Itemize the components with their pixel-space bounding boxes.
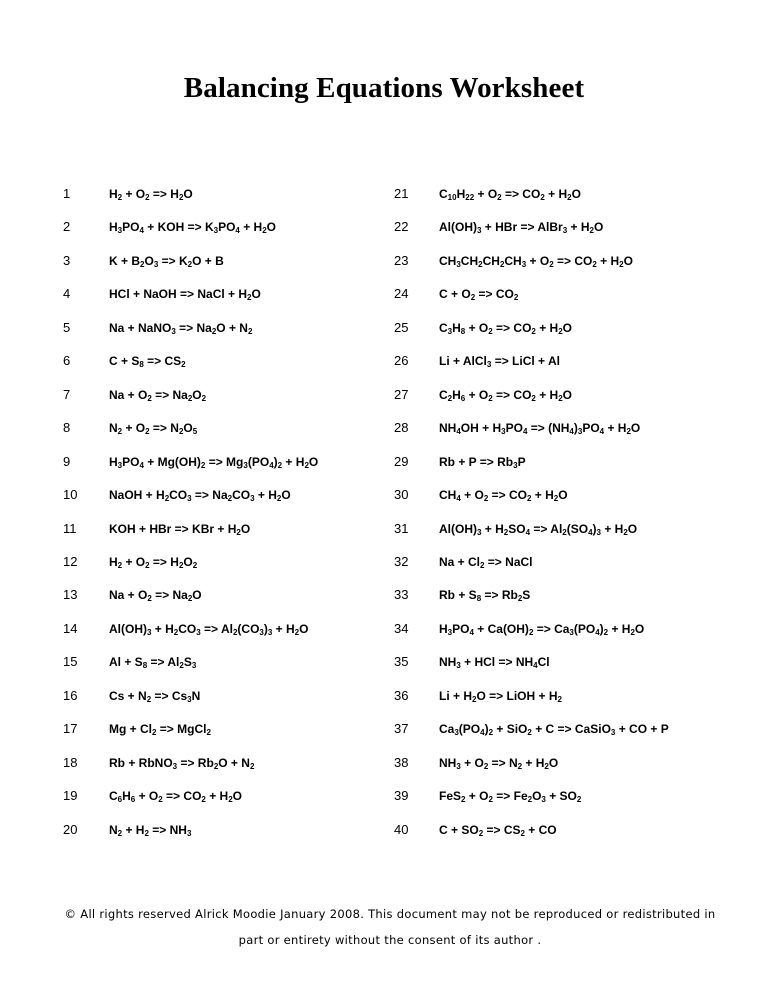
equation-number: 34 [394, 620, 409, 636]
equation-number: 28 [394, 420, 409, 436]
equation-number: 23 [394, 252, 409, 268]
equation-row [0, 252, 633, 273]
copyright-notice: © All rights reserved Alrick Moodie January 2008. This document may not be reproduced or redistributed in [64, 907, 716, 921]
equation-row [0, 687, 562, 708]
equation-number: 22 [394, 219, 409, 235]
chemical-equation: $C_6H_6 + O_2 => CO_2 + H_2O$ [109, 789, 242, 805]
chemical-equation: $Rb + P => Rb_3P$ [439, 454, 526, 470]
equation-number: 39 [394, 788, 409, 804]
chemical-equation: $H_2 + O_2 => H_2O$ [109, 187, 193, 202]
chemical-equation: $Mg + Cl_2$ => MgCl$_2$ [109, 722, 211, 738]
chemical-equation: $N_2 + H_2 => NH_3$ [109, 822, 192, 838]
equation-row [0, 186, 581, 206]
equation-number: 14 [63, 620, 78, 636]
chemical-equation: $Rb + S_8 => Rb_2S$ [439, 588, 531, 604]
chemical-equation: $C + S_8 => CS_2$ [109, 354, 186, 370]
equation-number: 30 [394, 487, 409, 503]
equation-number: 5 [63, 319, 71, 335]
equation-number: 26 [394, 353, 409, 369]
chemical-equation: $Na + O_2 => Na_2O$ [109, 588, 202, 604]
equation-row [0, 554, 533, 574]
equation-number: 36 [394, 687, 409, 703]
equation-number: 33 [394, 587, 409, 603]
equation-number: 29 [394, 453, 409, 469]
equation-number: 2 [63, 219, 71, 235]
chemical-equation: $C_{10}H_{22} + O_2 => CO_2 + H_2O$ [439, 187, 581, 202]
equation-row [0, 353, 560, 373]
chemical-equation: $H_3PO_4 + Ca(OH)_2 => Ca_3(PO_4)_2 + H_2O$ [439, 621, 645, 637]
chemical-equation: $NH_3$ + HCl => $NH_4Cl$ [439, 655, 550, 671]
equation-number: 6 [63, 353, 71, 369]
chemical-equation: KOH + HBr => KBr + $H_2O$ [109, 521, 251, 537]
chemical-equation: $C + O_2 => CO_2$ [439, 287, 519, 303]
equation-row [0, 453, 526, 474]
chemical-equation: $Al(OH)_3 + H_2CO_3 => Al_2(CO_3)_3 + H_2O$ [109, 621, 309, 637]
chemical-equation: $Na + O_2 => Na_2O_2$ [109, 387, 207, 403]
chemical-equation: $C_3H_8 + O_2 => CO_2 + H_2O$ [439, 320, 572, 336]
chemical-equation: $Li + H_2O$ => LiOH + $H_2$ [439, 688, 562, 704]
chemical-equation: $Al + S_8 => Al_2S_3$ [109, 655, 197, 671]
chemical-equation: Li + AlCl$_3$ => LiCl + Al [439, 354, 560, 370]
chemical-equation: Rb + RbNO$_3$ => $Rb_2O + N_2$ [109, 755, 255, 771]
equation-number: 9 [63, 453, 71, 469]
equation-number: 19 [63, 788, 78, 804]
chemical-equation: $Al(OH)_3$ + HBr => AlBr$_3$ + $H_2O$ [439, 220, 604, 236]
equation-row [0, 386, 572, 407]
equation-number: 20 [63, 821, 78, 837]
equation-number: 16 [63, 687, 78, 703]
chemical-equation: Na + NaNO$_3$ => $Na_2O + N_2$ [109, 320, 253, 336]
chemical-equation: $H_3PO_4$ + KOH => $K_3PO_4 + H_2O$ [109, 220, 277, 236]
chemical-equation: NaOH + $H_2CO_3 => Na_2CO_3 + H_2O$ [109, 488, 291, 504]
equation-number: 3 [63, 252, 71, 268]
chemical-equation: $K + B_2O_3 => K_2O + B$ [109, 253, 224, 269]
chemical-equation: $Cs + N_2 => Cs_3N$ [109, 688, 201, 704]
equation-number: 7 [63, 386, 71, 402]
equation-row [0, 520, 638, 541]
equation-number: 18 [63, 754, 78, 770]
chemical-equation: $H_3PO_4 + Mg(OH)_2 => Mg_3(PO_4)_2 + H_2O$ [109, 454, 319, 470]
equation-row [0, 587, 531, 607]
equation-number: 12 [63, 554, 78, 569]
equation-row [0, 721, 669, 741]
equation-number: 1 [63, 186, 71, 201]
equation-number: 8 [63, 420, 71, 436]
equation-number: 37 [394, 721, 409, 737]
equation-number: 15 [63, 654, 78, 670]
chemical-equation: $H_2 + O_2 => H_2O_2$ [109, 555, 198, 570]
chemical-equation: HCl + NaOH => NaCl + $H_2O$ [109, 287, 261, 303]
equation-row [0, 319, 572, 340]
copyright-notice-continued: part or entirety without the consent of its author . [238, 933, 542, 947]
chemical-equation: $C_2H_6 + O_2 => CO_2 + H_2O$ [439, 387, 572, 403]
equation-row [0, 219, 604, 239]
equation-number: 21 [394, 186, 409, 201]
chemical-equation: $Na + Cl_2$ => NaCl [439, 555, 533, 570]
equation-row [0, 788, 582, 808]
equation-number: 10 [63, 487, 78, 503]
chemical-equation: $C + SO_2 => CS_2$ + CO [439, 822, 557, 838]
page-title: Balancing Equations Worksheet [183, 72, 585, 104]
chemical-equation: $Al(OH)_3 + H_2SO_4 => Al_2(SO_4)_3 + H_2O$ [439, 521, 638, 537]
equation-number: 38 [394, 754, 409, 770]
equation-number: 32 [394, 554, 409, 569]
equation-number: 25 [394, 319, 409, 335]
equation-row [0, 420, 641, 440]
equation-number: 17 [63, 721, 78, 737]
equation-row [0, 754, 559, 775]
equation-number: 40 [394, 821, 409, 837]
equation-row [0, 620, 645, 641]
equation-number: 24 [394, 286, 409, 302]
chemical-equation: $NH_3 + O_2 => N_2 + H_2O$ [439, 755, 559, 771]
equation-number: 11 [63, 520, 77, 536]
equation-number: 13 [63, 587, 78, 603]
chemical-equation: $CH_3CH_2CH_2CH_3 + O_2 => CO_2 + H_2O$ [439, 253, 633, 269]
equation-number: 4 [63, 286, 71, 302]
chemical-equation: $N_2 + O_2 => N_2O_5$ [109, 421, 198, 437]
chemical-equation: $NH_4OH + H_3PO_4 => (NH_4)_3PO_4 + H_2O$ [439, 421, 641, 437]
equation-row [0, 654, 550, 674]
chemical-equation: $CH_4 + O_2 => CO_2 + H_2O$ [439, 488, 568, 504]
chemical-equation: $Ca_3(PO_4)_2 + SiO_2 + C$ => CaSiO$_3$ + CO + P [439, 722, 669, 738]
equation-number: 31 [394, 520, 409, 536]
equation-row [0, 286, 519, 306]
equation-row [0, 487, 568, 507]
equation-row [0, 821, 557, 842]
equation-number: 27 [394, 386, 409, 402]
chemical-equation: $FeS_2 + O_2 => Fe_2O_3 + SO_2$ [439, 789, 582, 805]
equation-number: 35 [394, 654, 409, 670]
